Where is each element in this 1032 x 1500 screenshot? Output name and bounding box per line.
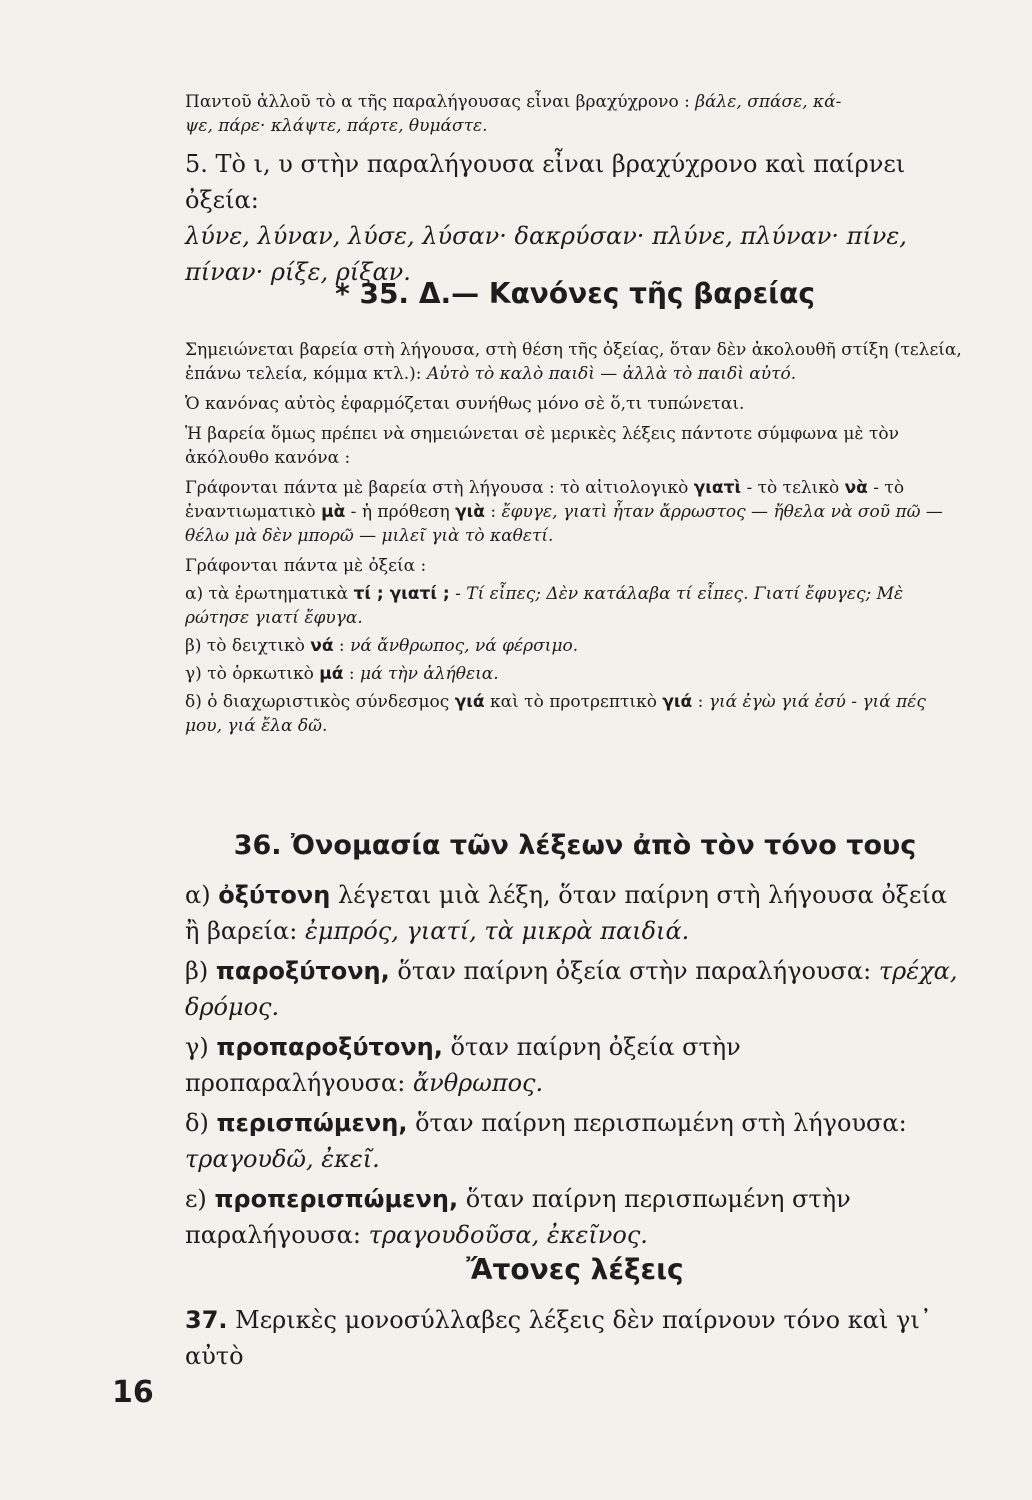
paragraph-text: : [484, 502, 502, 522]
list-item [185, 877, 965, 949]
paragraph-text: - ἡ πρόθεση [345, 502, 456, 522]
section-36-body [185, 877, 965, 1253]
list-item [185, 1105, 965, 1177]
keyword: νὰ [844, 478, 868, 498]
example-text: μά τὴν ἀλήθεια. [360, 664, 499, 684]
term: παροξύτονη, [215, 957, 390, 985]
paragraph-text: ὅταν παίρνη περισπωμένη στὴν παραλήγουσα: [185, 1185, 851, 1249]
example-text: Αὐτὸ τὸ καλὸ παιδὶ — ἀλλὰ τὸ παιδὶ αὐτό. [426, 364, 797, 384]
example-text: ἄνθρωπος. [412, 1069, 544, 1097]
list-item [185, 690, 965, 738]
rule-5 [185, 146, 965, 290]
list-label: δ) ὁ διαχωριστικὸς σύνδεσμος [185, 692, 455, 712]
separator: - [449, 584, 467, 604]
paragraph-text: Ὁ κανόνας αὐτὸς ἐφαρμόζεται συνήθως μόνο σὲ ὅ,τι τυπώνεται. [185, 394, 745, 414]
list-item [185, 1181, 965, 1253]
example-text: νά ἄνθρωπος, νά φέρσιμο. [350, 636, 579, 656]
example-text: ἐμπρός, γιατί, τὰ μικρὰ παιδιά. [304, 917, 690, 945]
separator: : [333, 636, 351, 656]
rule-examples: λύνε, λύναν, λύσε, λύσαν· δακρύσαν· πλύνε, πλύναν· πίνε, πίναν· ρίξε, ρίξαν. [185, 222, 907, 286]
list-item [185, 582, 965, 630]
rule-number: 37. [185, 1306, 228, 1334]
list-label: α) [185, 881, 219, 909]
example-text: βάλε, σπάσε, κά- [695, 92, 842, 112]
example-text: γιά ἐγὼ γιά ἐσύ - γιά πές μου, γιά ἔλα δῶ. [185, 692, 926, 736]
section-heading-35: * 35. Δ.— Κανόνες τῆς βαρείας [335, 277, 815, 310]
list-label: β) [185, 957, 216, 985]
term: ὀξύτονη [218, 881, 331, 909]
keyword: νά [310, 636, 334, 656]
paragraph-text: καὶ τὸ προτρεπτικὸ [484, 692, 663, 712]
list-item [185, 634, 965, 658]
section-heading-36: 36. Ὀνομασία τῶν λέξεων ἀπὸ τὸν τόνο τους [233, 830, 917, 861]
list-label: γ) [185, 1033, 217, 1061]
example-text: τραγουδῶ, ἐκεῖ. [185, 1145, 380, 1173]
paragraph-text: - τὸ ἐναντιωματικὸ [185, 478, 905, 522]
page-number: 16 [112, 1375, 154, 1410]
term: περισπώμενη, [216, 1109, 408, 1137]
example-text: τραγουδοῦσα, ἐκεῖνος. [368, 1221, 648, 1249]
list-label: α) τὰ ἐρωτηματικὰ [185, 584, 354, 604]
list-item [185, 953, 965, 1025]
keyword: γιατὶ [693, 478, 742, 498]
paragraph-text: Γράφονται πάντα μὲ ὀξεία : [185, 556, 427, 576]
example-text: τρέχα, δρόμος. [185, 957, 958, 1021]
paragraph-text: Γράφονται πάντα μὲ βαρεία στὴ λήγουσα : τὸ αἰτιολογικὸ [185, 478, 694, 498]
paragraph-text: λέγεται μιὰ λέξη, ὅταν παίρνη στὴ λήγουσα ὀξεία ἢ βαρεία: [185, 881, 948, 945]
list-label: δ) [185, 1109, 217, 1137]
separator: : [692, 692, 709, 712]
paragraph-text: Παντοῦ ἀλλοῦ τὸ α τῆς παραλήγουσας εἶναι βραχύχρονο : [185, 92, 696, 112]
separator: : [343, 664, 361, 684]
keyword: γιά [662, 692, 693, 712]
keyword: γιὰ [455, 502, 485, 522]
rule-37 [185, 1302, 965, 1374]
rule-number: 5. [185, 150, 208, 178]
paragraph-text: - τὸ τελικὸ [741, 478, 845, 498]
paragraph-text: ὅταν παίρνη περισπωμένη στὴ λήγουσα: [407, 1109, 907, 1137]
rule-text: Μερικὲς μονοσύλλαβες λέξεις δὲν παίρνουν τόνο καὶ γι᾽ αὐτὸ [185, 1306, 932, 1370]
keyword: τί ; γιατί ; [353, 584, 450, 604]
list-label: β) τὸ δειχτικὸ [185, 636, 311, 656]
keyword: μὰ [321, 502, 346, 522]
term: προπαροξύτονη, [216, 1033, 443, 1061]
paragraph-text: ὅταν παίρνη ὀξεία στὴν παραλήγουσα: [389, 957, 879, 985]
paragraph-text: ὅταν παίρνη ὀξεία στὴν προπαραλήγουσα: [185, 1033, 741, 1097]
keyword: γιά [454, 692, 485, 712]
example-text: ψε, πάρε· κλάψτε, πάρτε, θυμάστε. [185, 116, 488, 136]
example-text: ἔφυγε, γιατὶ ἦταν ἄρρωστος — ἤθελα νὰ σοῦ πῶ — θέλω μὰ δὲν μπορῶ — μιλεῖ γιὰ τὸ καθετί. [185, 502, 943, 546]
list-item [185, 1029, 965, 1101]
list-label: γ) τὸ ὁρκωτικὸ [185, 664, 320, 684]
paragraph-text: Ἡ βαρεία ὅμως πρέπει νὰ σημειώνεται σὲ μερικὲς λέξεις πάντοτε σύμφωνα μὲ τὸν ἀκόλουθο κανόνα : [185, 424, 899, 468]
rule-text: Τὸ ι, υ στὴν παραλήγουσα εἶναι βραχύχρονο καὶ παίρνει ὀξεία: [185, 150, 906, 214]
term: προπερισπώμενη, [214, 1185, 459, 1213]
section-heading-atones: Ἄτονες λέξεις [466, 1253, 684, 1286]
list-label: ε) [185, 1185, 215, 1213]
example-text: Τί εἶπες; Δὲν κατάλαβα τί εἶπες. Γιατί ἔφυγες; Μὲ ρώτησε γιατί ἔφυγα. [185, 584, 904, 628]
section-35-body [185, 338, 965, 738]
paragraph-continuation [185, 90, 965, 138]
list-item [185, 662, 965, 686]
paragraph-text: Σημειώνεται βαρεία στὴ λήγουσα, στὴ θέση τῆς ὀξείας, ὅταν δὲν ἀκολουθῆ στίξη (τελεία, ἐπάνω τελεία, κόμμα κτλ.): [185, 340, 962, 384]
keyword: μά [319, 664, 344, 684]
